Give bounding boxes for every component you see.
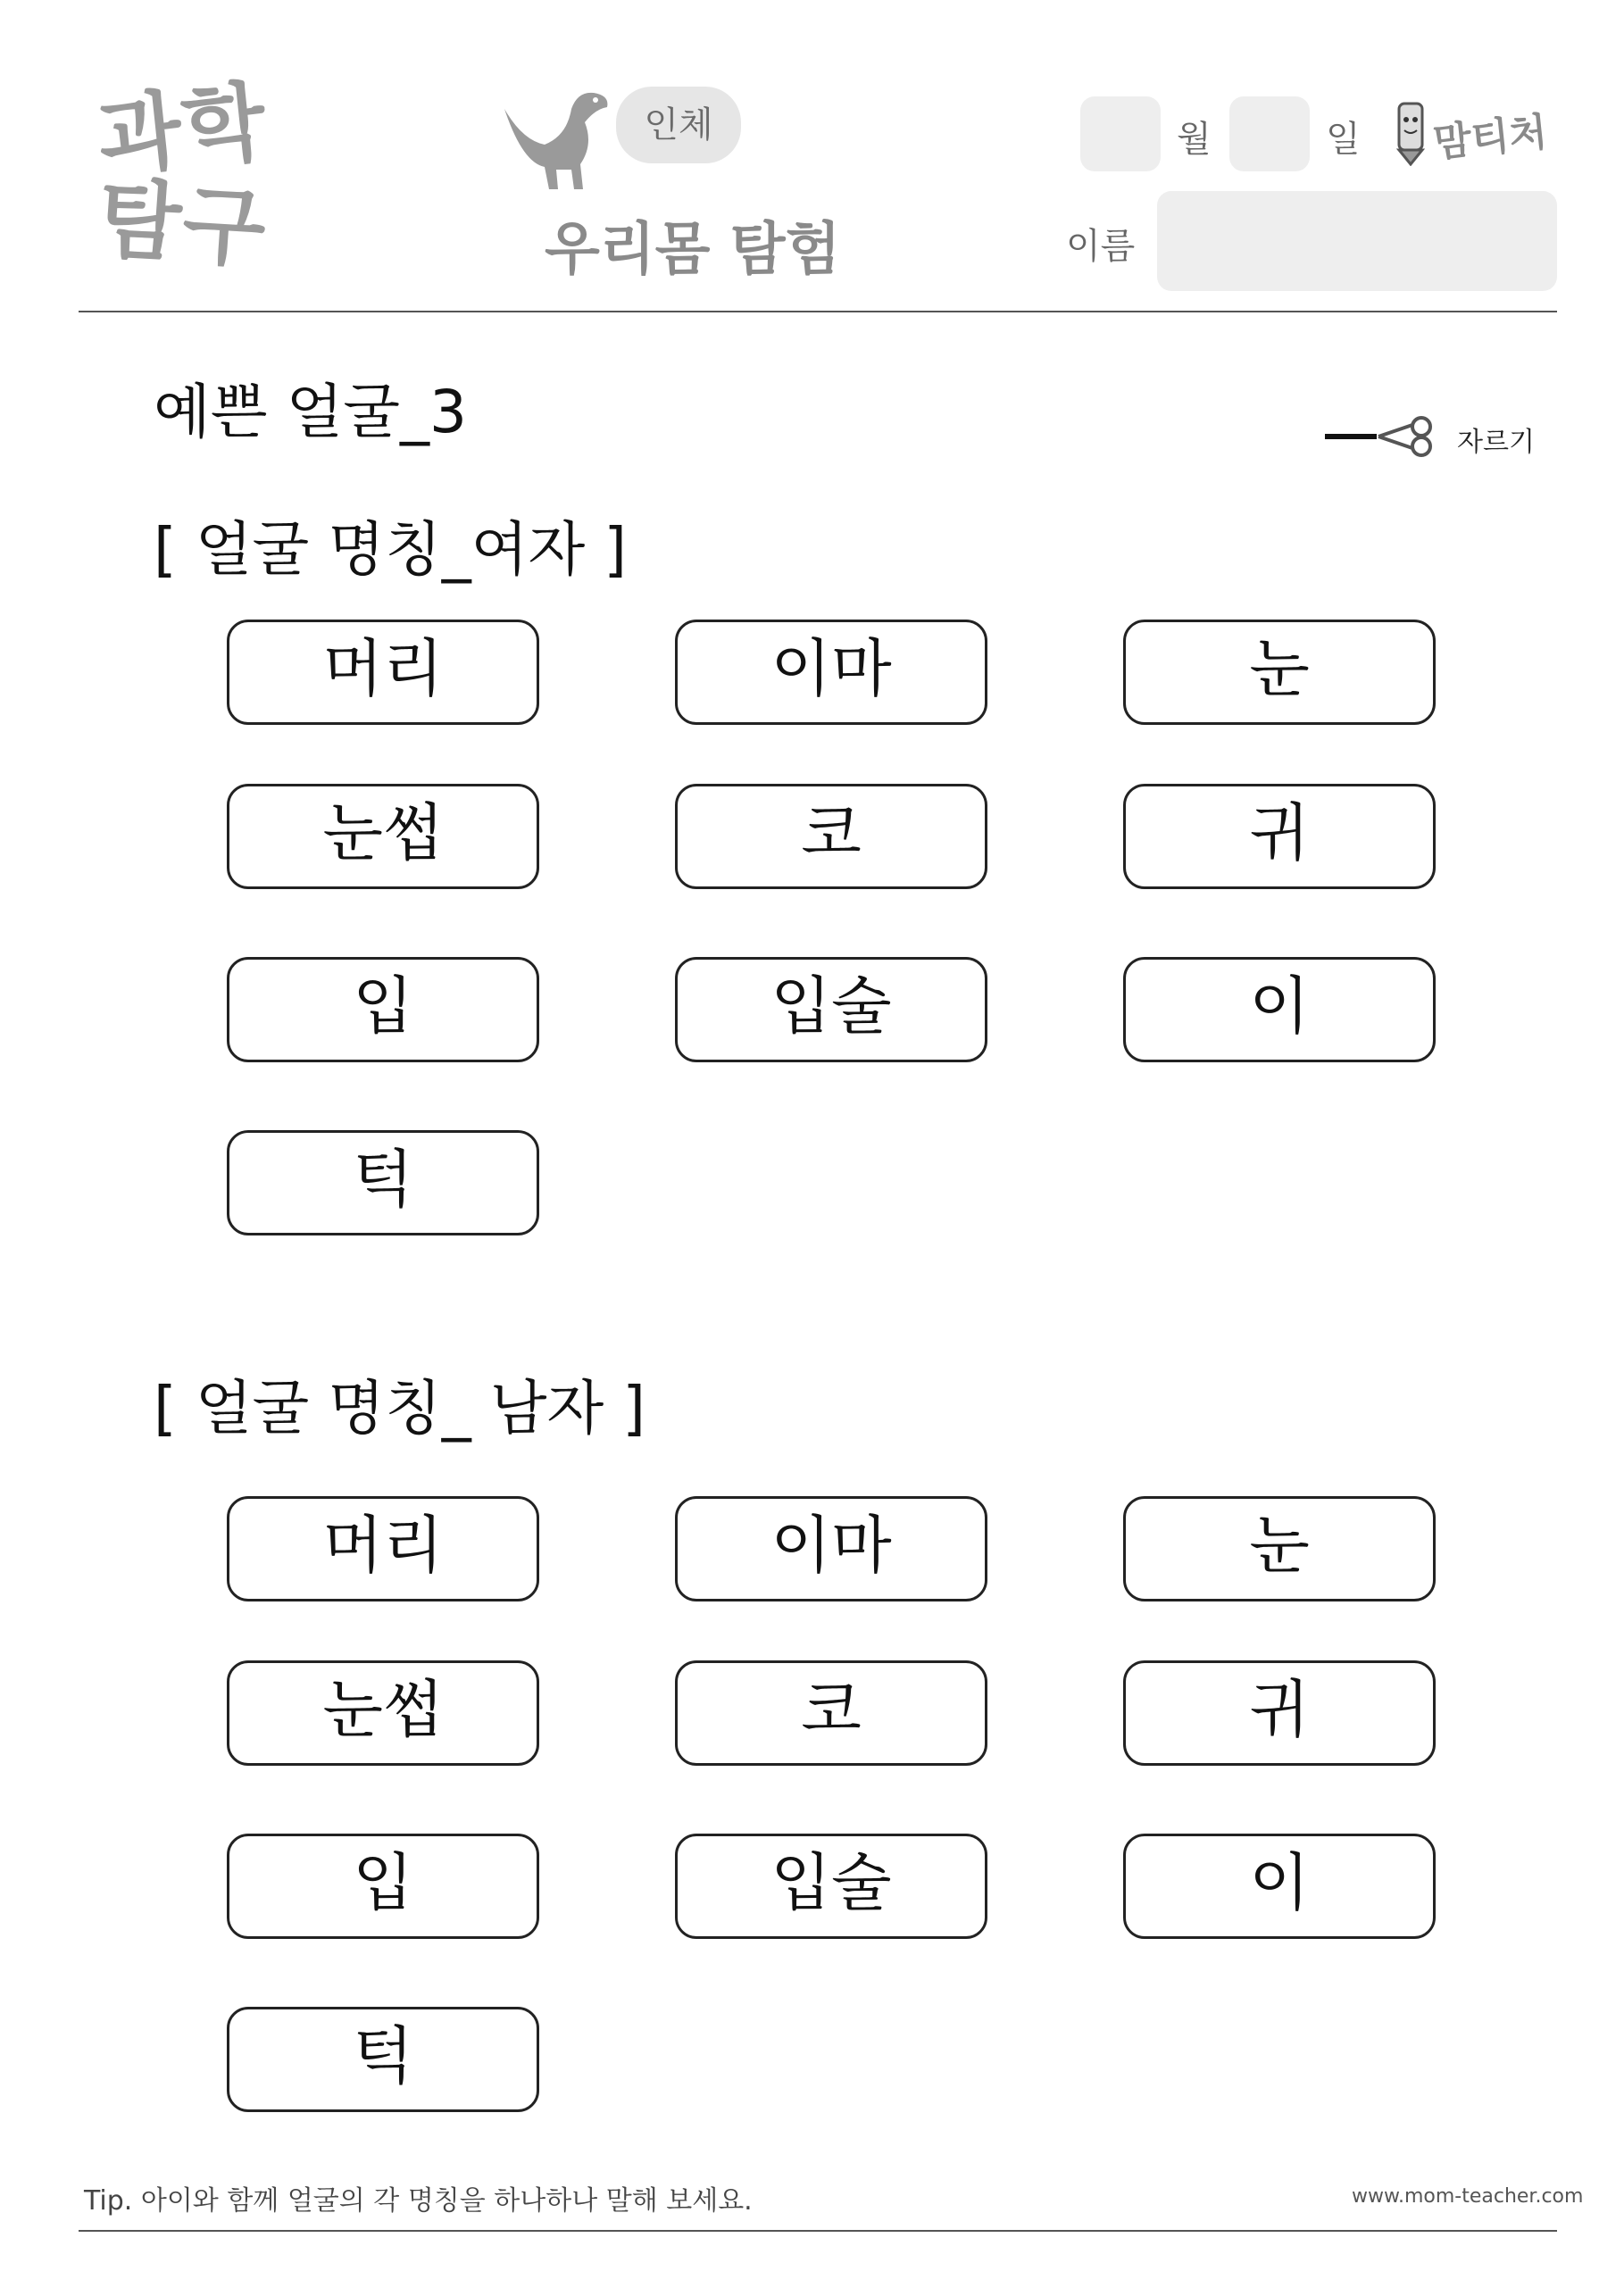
month-input[interactable]: [1080, 96, 1161, 171]
pencil-mascot-icon: [1388, 95, 1433, 166]
cut-card[interactable]: 눈: [1123, 620, 1436, 725]
cut-card[interactable]: 이마: [675, 620, 987, 725]
cut-card[interactable]: 코: [675, 1660, 987, 1766]
footer-url: www.mom-teacher.com: [1352, 2185, 1584, 2208]
footer-tip: Tip. 아이와 함께 얼굴의 각 명칭을 하나하나 말해 보세요.: [84, 2185, 753, 2217]
page-title: 예쁜 얼굴_3: [154, 378, 467, 446]
cut-label: 자르기: [1457, 427, 1535, 458]
cut-card[interactable]: 머리: [227, 620, 539, 725]
cut-card[interactable]: 머리: [227, 1496, 539, 1601]
name-label: 이름: [1066, 226, 1136, 267]
cut-card[interactable]: 귀: [1123, 1660, 1436, 1766]
cut-card[interactable]: 턱: [227, 2007, 539, 2112]
logo-line-2: 탐구: [95, 168, 271, 280]
science-logo: [93, 71, 272, 280]
cut-card[interactable]: 이: [1123, 957, 1436, 1062]
brand-logo: 맘티처: [1431, 109, 1550, 167]
header-divider: [79, 311, 1557, 312]
category-badge: 인체: [616, 87, 741, 163]
cut-card[interactable]: 코: [675, 784, 987, 889]
footer-divider: [79, 2230, 1557, 2232]
name-input[interactable]: [1157, 191, 1557, 291]
cut-card[interactable]: 입술: [675, 1834, 987, 1939]
page-subtitle: 우리몸 탐험: [545, 217, 841, 283]
cut-card[interactable]: 눈: [1123, 1496, 1436, 1601]
cut-card[interactable]: 입: [227, 957, 539, 1062]
cut-card[interactable]: 이마: [675, 1496, 987, 1601]
cut-card[interactable]: 턱: [227, 1130, 539, 1235]
day-input[interactable]: [1229, 96, 1310, 171]
section-heading-male: [ 얼굴 명칭_ 남자 ]: [154, 1374, 645, 1443]
cut-card[interactable]: 눈썹: [227, 1660, 539, 1766]
cut-card[interactable]: 눈썹: [227, 784, 539, 889]
cut-card[interactable]: 입: [227, 1834, 539, 1939]
cut-card[interactable]: 이: [1123, 1834, 1436, 1939]
cut-card[interactable]: 귀: [1123, 784, 1436, 889]
logo-line-1: 과학: [93, 71, 272, 188]
section-heading-female: [ 얼굴 명칭_여자 ]: [154, 515, 627, 584]
month-label: 월: [1177, 119, 1212, 160]
cut-line: [1325, 434, 1377, 439]
day-label: 일: [1326, 119, 1361, 160]
scissors-icon: [1377, 416, 1439, 457]
cut-card[interactable]: 입술: [675, 957, 987, 1062]
dinosaur-icon: [496, 82, 612, 198]
